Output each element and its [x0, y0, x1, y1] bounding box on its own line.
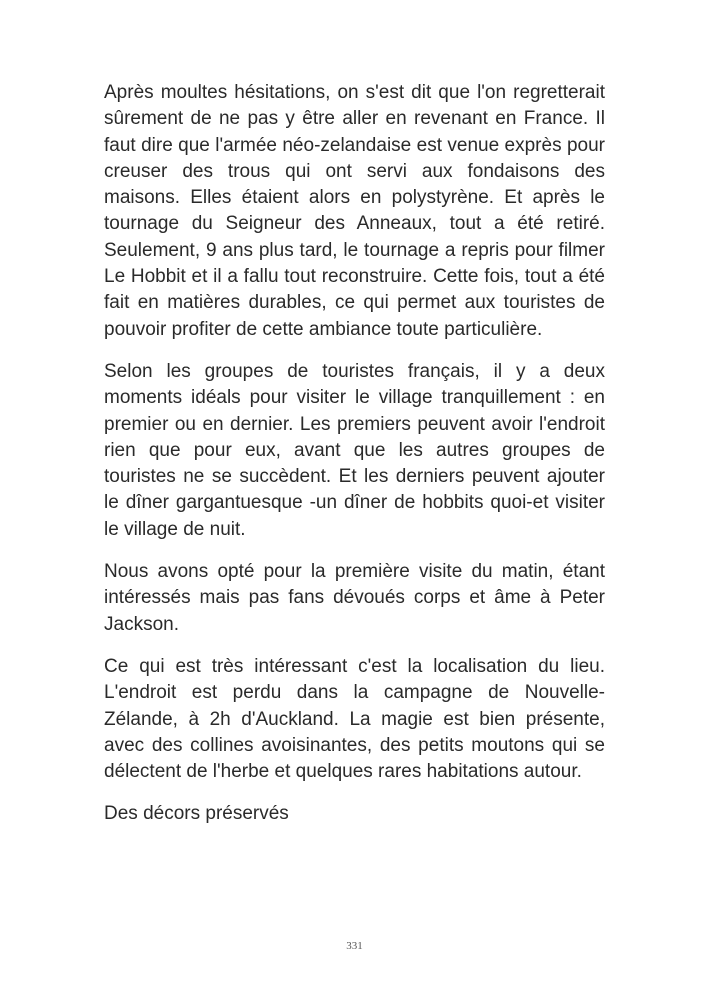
paragraph-1: Après moultes hésitations, on s'est dit que l'on regretterait sûrement de ne pas y être aller en revenant en France. Il faut dire que l'armée néo-zelandaise est venue exprès pour creuser des trous qui ont servi aux fondaisons des maisons. Elles étaient alors en polystyrène. Et après le tournage du Seigneur des Anneaux, tout a été retiré. Seulement, 9 ans plus tard, le tournage a repris pour filmer Le Hobbit et il a fallu tout reconstruire. Cette fois, tout a été fait en matières durables, ce qui permet aux touristes de pouvoir profiter de cette ambiance toute particulière. — [104, 82, 605, 340]
paragraph-4: Ce qui est très intéressant c'est la localisation du lieu. L'endroit est perdu dans la campagne de Nouvelle-Zélande, à 2h d'Auckland. La magie est bien présente, avec des collines avoisinantes, des petits moutons qui se délectent de l'herbe et quelques rares habitations autour. — [104, 655, 605, 783]
paragraph-2: Selon les groupes de touristes français, il y a deux moments idéals pour visiter le village tranquillement : en premier ou en dernier. Les premiers peuvent avoir l'endroit rien que pour eux, avant que les autres groupes de touristes ne se succèdent. Et les derniers peuvent ajouter le dîner gargantuesque -un dîner de hobbits quoi-et visiter le village de nuit. — [104, 360, 605, 540]
paragraph-3: Nous avons opté pour la première visite du matin, étant intéressés mais pas fans dévoués corps et âme à Peter Jackson. — [104, 561, 605, 635]
page-number: 331 — [346, 940, 363, 952]
section-heading: Des décors préservés — [104, 803, 289, 825]
page-body — [104, 80, 605, 844]
